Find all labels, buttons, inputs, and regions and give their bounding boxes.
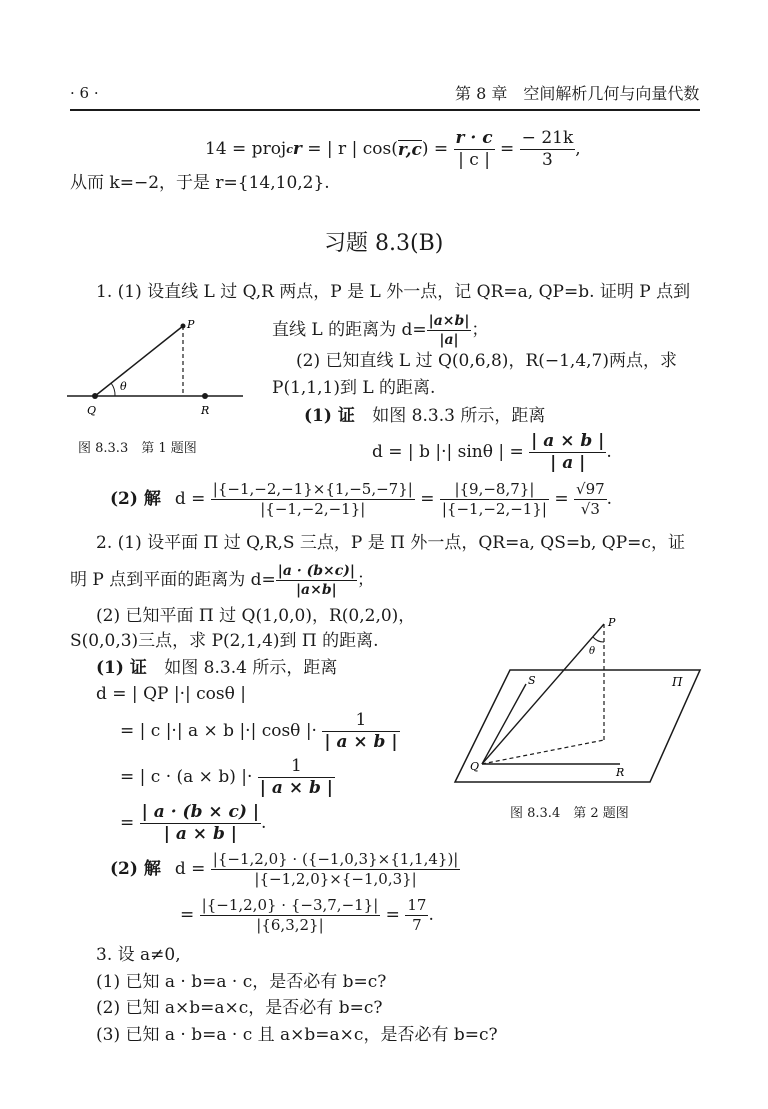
p2-sol-frac2 — [200, 898, 381, 933]
p1-solution — [110, 482, 612, 517]
eq-mid: = | r | cos( — [301, 139, 398, 159]
intro-equation — [205, 130, 581, 169]
p1-statement-line1: 1. (1) 设直线 L 过 Q,R 两点，P 是 L 外一点，记 QR=a, QP=b. 证明 P 点到 — [96, 282, 691, 302]
p2-d2-frac — [322, 712, 399, 751]
p2-d4-end: . — [261, 813, 267, 833]
p1-line2-frac — [427, 314, 472, 347]
p1-sol-frac3 — [574, 482, 607, 517]
label-pi: Π — [672, 675, 683, 689]
segment-qs — [482, 684, 526, 764]
p2-proof-d1: d = | QP |·| cosθ | — [96, 684, 246, 704]
eq-eq: = — [494, 139, 520, 159]
p3-q2: (2) 已知 a×b=a×c，是否必有 b=c? — [96, 998, 383, 1018]
p2-line2-post: ； — [356, 570, 374, 590]
p1-sol-end: . — [606, 489, 613, 509]
p1-sol-frac2 — [440, 482, 549, 517]
label-p: P — [608, 616, 616, 629]
p1-sol-frac1 — [211, 482, 415, 517]
theta-arc — [111, 383, 115, 396]
p2-sol-frac1 — [211, 852, 461, 887]
segment-qp — [95, 326, 183, 396]
p1-sol-num1: |{−1,−2,−1}×{1,−5,−7}| — [212, 480, 413, 498]
p1-proof-line — [304, 408, 545, 425]
label-q: Q — [87, 404, 97, 417]
p1-statement-line2 — [272, 314, 488, 347]
p1-proof-text: 如图 8.3.3 所示，距离 — [372, 406, 546, 426]
p1-line2-den: |a| — [427, 330, 472, 347]
p2-sol-label: (2) 解 — [110, 859, 161, 879]
p2-line2-pre: 明 P 点到平面的距离为 d= — [70, 570, 276, 590]
p2-proof-text: 如图 8.3.4 所示，距离 — [164, 658, 338, 678]
p2-sol-num1: |{−1,2,0} · ({−1,0,3}×{1,1,4})| — [212, 850, 459, 868]
p2-line2-frac — [276, 564, 357, 597]
p2-d4-frac — [140, 804, 261, 843]
figure-8-3-3 — [65, 318, 265, 418]
p2-solution-2 — [180, 898, 434, 933]
p2-proof-d4 — [120, 804, 266, 843]
frac-rc-den: | c | — [454, 149, 495, 169]
p2-sol-den2: |{6,3,2}| — [200, 915, 381, 933]
eq-r: r — [292, 139, 302, 159]
p1-sol-den2: |{−1,−2,−1}| — [441, 500, 547, 518]
p1-proof-den: | a | — [529, 452, 606, 472]
eq-left: 14 = proj — [205, 139, 287, 159]
p2-sol-end: . — [428, 905, 434, 925]
p2-d2-den: | a × b | — [324, 732, 398, 752]
label-theta: θ — [589, 646, 596, 657]
p2-sol-mid: = — [380, 905, 406, 925]
label-r: R — [201, 404, 210, 417]
p2-proof-label: (1) 证 — [96, 658, 147, 678]
p2-sol-den3: 7 — [405, 915, 428, 933]
theta-arc — [593, 637, 604, 642]
eq-sub: c — [286, 143, 293, 156]
p3-intro: 3. 设 a≠0, — [96, 945, 181, 965]
p1-sol-pre: d = — [174, 489, 211, 509]
p2-d2-num: 1 — [355, 710, 367, 730]
frac-rc — [454, 130, 495, 169]
p2-statement-line3: (2) 已知平面 Π 过 Q(1,0,0)，R(0,2,0)， — [96, 606, 416, 626]
p1-sol-num2: |{9,−8,7}| — [454, 480, 535, 498]
p1-sol-num3: √97 — [576, 480, 605, 498]
p2-proof-line — [96, 660, 337, 677]
chapter-title: 第 8 章 空间解析几何与向量代数 — [455, 84, 700, 103]
p1-statement-line4: P(1,1,1)到 L 的距离. — [272, 378, 436, 398]
point-q — [92, 393, 98, 399]
label-r: R — [616, 766, 625, 779]
p2-d3-pre: = | c · (a × b) |· — [120, 767, 258, 787]
p3-q3: (3) 已知 a · b=a · c 且 a×b=a×c，是否必有 b=c? — [96, 1025, 498, 1045]
frac-k-num: − 21k — [521, 128, 574, 148]
p2-d4-pre: = — [120, 813, 140, 833]
p3-q1: (1) 已知 a · b=a · c，是否必有 b=c? — [96, 972, 387, 992]
label-s: S — [528, 674, 536, 687]
p2-proof-d2 — [120, 712, 400, 751]
frac-rc-num: r · c — [455, 128, 493, 148]
p1-proof-eq-pre: d = | b |·| sinθ | = — [372, 442, 530, 462]
p2-sol-pre: d = — [174, 859, 211, 879]
p1-line2-num: |a×b| — [428, 313, 470, 329]
point-p — [181, 324, 186, 329]
p2-proof-d3 — [120, 758, 335, 797]
header-rule — [70, 109, 700, 111]
p2-d3-den: | a × b | — [259, 778, 333, 798]
frac-k-den: 3 — [520, 149, 576, 169]
p1-proof-num: | a × b | — [531, 431, 605, 451]
p2-solution — [110, 852, 460, 887]
eq-close: ) = — [421, 139, 454, 159]
p2-sol-num3: 17 — [407, 896, 427, 914]
p1-figure-caption: 图 8.3.3 第 1 题图 — [78, 441, 197, 456]
p2-d2-pre: = | c |·| a × b |·| cosθ |· — [120, 721, 323, 741]
p1-sol-den1: |{−1,−2,−1}| — [211, 499, 415, 517]
p2-statement-line1: 2. (1) 设平面 Π 过 Q,R,S 三点，P 是 Π 外一点，QR=a, QS=b, QP=c，证 — [96, 533, 685, 553]
p1-proof-label: (1) 证 — [304, 406, 355, 426]
plane-pi — [455, 670, 700, 782]
p2-line2-den: |a×b| — [276, 580, 357, 597]
p2-line2-num: |a · (b×c)| — [277, 563, 355, 579]
page-number: · 6 · — [70, 84, 99, 102]
p1-proof-end: . — [606, 442, 612, 462]
label-theta: θ — [120, 380, 127, 393]
p2-d4-den: | a × b | — [140, 823, 261, 843]
p2-d3-num: 1 — [290, 756, 302, 776]
figure-8-3-4 — [450, 612, 710, 792]
p1-sol-label: (2) 解 — [110, 489, 161, 509]
section-title: 习题 8.3(B) — [324, 231, 444, 256]
p2-d4-num: | a · (b × c) | — [141, 802, 260, 822]
eq-end: , — [575, 139, 581, 159]
p2-sol-den1: |{−1,2,0}×{−1,0,3}| — [211, 869, 461, 887]
label-p: P — [187, 318, 195, 331]
p1-line2-pre: 直线 L 的距离为 d= — [272, 320, 427, 340]
p1-statement-line3: (2) 已知直线 L 过 Q(0,6,8)，R(−1,4,7)两点，求 — [296, 351, 678, 371]
p2-figure-caption: 图 8.3.4 第 2 题图 — [510, 806, 629, 821]
p1-sol-mid1: = — [414, 489, 440, 509]
p2-statement-line4: S(0,0,3)三点，求 P(2,1,4)到 Π 的距离. — [70, 631, 379, 651]
p1-sol-mid2: = — [548, 489, 575, 509]
p1-line2-post: ； — [471, 320, 489, 340]
point-r — [202, 393, 208, 399]
eq-rc: r,c — [397, 140, 422, 160]
p2-statement-line2 — [70, 564, 374, 597]
p1-sol-den3: √3 — [574, 499, 607, 517]
intro-conclusion: 从而 k=−2，于是 r={14,10,2}. — [70, 173, 330, 193]
p1-proof-equation — [372, 433, 612, 472]
p2-sol-frac3 — [405, 898, 428, 933]
p1-proof-frac — [529, 433, 606, 472]
frac-k — [520, 130, 576, 169]
label-q: Q — [470, 760, 480, 773]
p2-sol2-pre: = — [180, 905, 200, 925]
p2-d3-frac — [258, 758, 335, 797]
p2-sol-num2: |{−1,2,0} · {−3,7,−1}| — [201, 896, 379, 914]
